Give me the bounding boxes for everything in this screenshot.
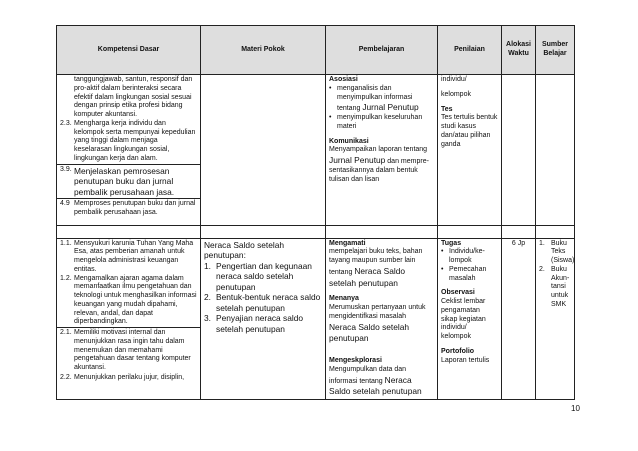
penilaian-line: individu/ (441, 76, 467, 83)
header-alokasi-waktu: Alokasi Waktu (502, 26, 536, 75)
header-row (57, 26, 575, 75)
kd-2-1: Memiliki motivasi internal dan menunjukkan rasa ingin tahu dalam menemukan dan memahami pengetahuan dasar tentang komputer akuntansi. (74, 329, 191, 371)
syllabus-table (56, 25, 575, 400)
tugas-title: Tugas (441, 239, 462, 247)
table-row (57, 75, 575, 226)
tes-title: Tes (441, 105, 453, 113)
materi-title: Neraca Saldo setelah penutupan: (204, 239, 285, 260)
pembelajaran-cell (326, 238, 438, 400)
sumber-item: Buku Akun-tansi untuk SMK (551, 265, 570, 308)
kd-2-3: Mengharga kerja individu dan kelompok serta mempunyai kepedulian yang tinggi dalam menjaga keselarasan lingkungan sosial, lingkungan kerja dan alam. (74, 119, 196, 162)
asosiasi-title: Asosiasi (329, 76, 358, 83)
bullet-icon: • (329, 84, 332, 92)
materi-cell (201, 75, 326, 226)
tugas-bullet-2: Pemecahan masalah (449, 265, 487, 282)
kd-3-9: Menjelaskan pemrosesan penutupan buku dan jurnal pembalik perusahaan jasa. (74, 165, 175, 197)
spacer-row (57, 225, 575, 238)
sumber-cell: 1. Buku Teks (Siswa) 2. Buku Akun-tansi untuk SMK (536, 238, 575, 400)
page-number: 10 (571, 404, 580, 413)
mengamati-title: Mengamati (329, 239, 366, 247)
table-row (57, 238, 575, 400)
mengeksplorasi-title: Mengeskplorasi (329, 357, 382, 364)
asosiasi-bullet-1-topic: Jurnal Penutup (362, 102, 419, 113)
kd-number: 4.9 (60, 200, 70, 207)
penilaian-cell: Tugas • Individu/ke-lompok • Pemecahan masalah Observasi Ceklist lembar pengamatan sikap kegiatan individu/ kelompok Portofolio Laporan tertulis (438, 238, 502, 400)
kompetensi-cell: 1.1. Mensyukuri karunia Tuhan Yang Maha Esa, atas pemberian amanah untuk mengelola administrasi keuangan entitas. 1.2. Mengamalkan ajaran agama dalam memanfaatkan ilmu pengetahuan dan teknologi untuk menghasilkan informasi keuangan yang mudah dipahami, relevan, andal, dan dapat diperbandingkan. 2.1. Memiliki motivasi internal dan menunjukkan rasa ingin tahu dalam menemukan dan memahami pengetahuan dasar tentang komputer akuntansi. 2.2. Menunjukkan perilaku jujur, disiplin, (57, 238, 201, 400)
kd-1-2: Mengamalkan ajaran agama dalam memanfaatkan ilmu pengetahuan dan teknologi untuk menghasilkan informasi keuangan yang mudah dipahami, relevan, andal, dan dapat diperbandingkan. (74, 274, 197, 326)
observasi-text: Ceklist lembar pengamatan sikap kegiatan individu/ kelompok (441, 298, 486, 340)
penilaian-line: kelompok (441, 90, 471, 98)
portofolio-text: Laporan tertulis (441, 356, 490, 364)
header-kompetensi-dasar: Kompetensi Dasar (57, 26, 201, 75)
menanya-title: Menanya (329, 295, 359, 303)
alokasi-cell: 6 Jp (502, 238, 536, 400)
header-penilaian: Penilaian (438, 26, 502, 75)
menanya-text: Merumuskan pertanyaan untuk mengidentifkasi masalah Neraca Saldo setelah penutupan (329, 304, 426, 344)
pembelajaran-cell (326, 75, 438, 226)
materi-item: Pengertian dan kegunaan neraca saldo setelah penutupan (216, 260, 312, 292)
mengamati-text: mempelajari buku teks, bahan tayang maupun sumber lain tentang Neraca Saldo setelah penutupan (329, 248, 423, 288)
header-materi-pokok: Materi Pokok (201, 26, 326, 75)
tugas-bullet-1: Individu/ke-lompok (449, 248, 485, 264)
tes-text: Tes tertulis bentuk studi kasus dan/atau pilihan ganda (441, 114, 498, 148)
asosiasi-bullet-2: menyimpulkan keseluruhan materi (337, 114, 423, 130)
kompetensi-cell (57, 75, 201, 226)
sumber-item: Buku Teks (Siswa) (551, 239, 575, 264)
portofolio-title: Portofolio (441, 347, 475, 355)
materi-item: Bentuk-bentuk neraca saldo setelah penutupan (216, 292, 321, 313)
komunikasi-title: Komunikasi (329, 137, 369, 145)
mengeksplorasi-text: Mengumpulkan data dan informasi tentang Neraca Saldo setelah penutupan (329, 365, 422, 397)
header-pembelajaran: Pembelajaran (326, 26, 438, 75)
alokasi-cell (502, 75, 536, 226)
bullet-icon: • (329, 114, 332, 121)
observasi-title: Observasi (441, 289, 475, 297)
kd-4-9: Memproses penutupan buku dan jurnal pembalik perusahaan jasa. (74, 200, 196, 216)
kd-1-1: Mensyukuri karunia Tuhan Yang Maha Esa, atas pemberian amanah untuk mengelola administrasi keuangan entitas. (74, 239, 194, 273)
materi-cell: Neraca Saldo setelah penutupan: 1. Pengertian dan kegunaan neraca saldo setelah penutupan 2. Bentuk-bentuk neraca saldo setelah penutupan 3. Penyajian neraca saldo setelah penutupan (201, 238, 326, 400)
komunikasi-text: Menyampaikan laporan tentang Jurnal Penutup dan mempre-sentasikannya dalam bentuk tulisan dan lisan (329, 146, 429, 183)
kd-number: 2.3. (60, 119, 72, 127)
header-sumber-belajar: Sumber Belajar (536, 26, 575, 75)
kd-2-2: Menunjukkan perilaku jujur, disiplin, (74, 373, 185, 381)
asosiasi-bullet-1: menganalisis dan menyimpulkan informasi tentang (337, 84, 413, 113)
kd-number: 3.9. (60, 165, 72, 173)
penilaian-cell (438, 75, 502, 226)
sumber-cell (536, 75, 575, 226)
kd-continued: tanggungjawab, santun, responsif dan pro-aktif dalam berinteraksi secara efektif dalam lingkungan sosial sesuai dengan prinsip etika profesi bidang komputer akuntansi. (74, 76, 193, 118)
materi-item: Penyajian neraca saldo setelah penutupan (216, 313, 304, 334)
